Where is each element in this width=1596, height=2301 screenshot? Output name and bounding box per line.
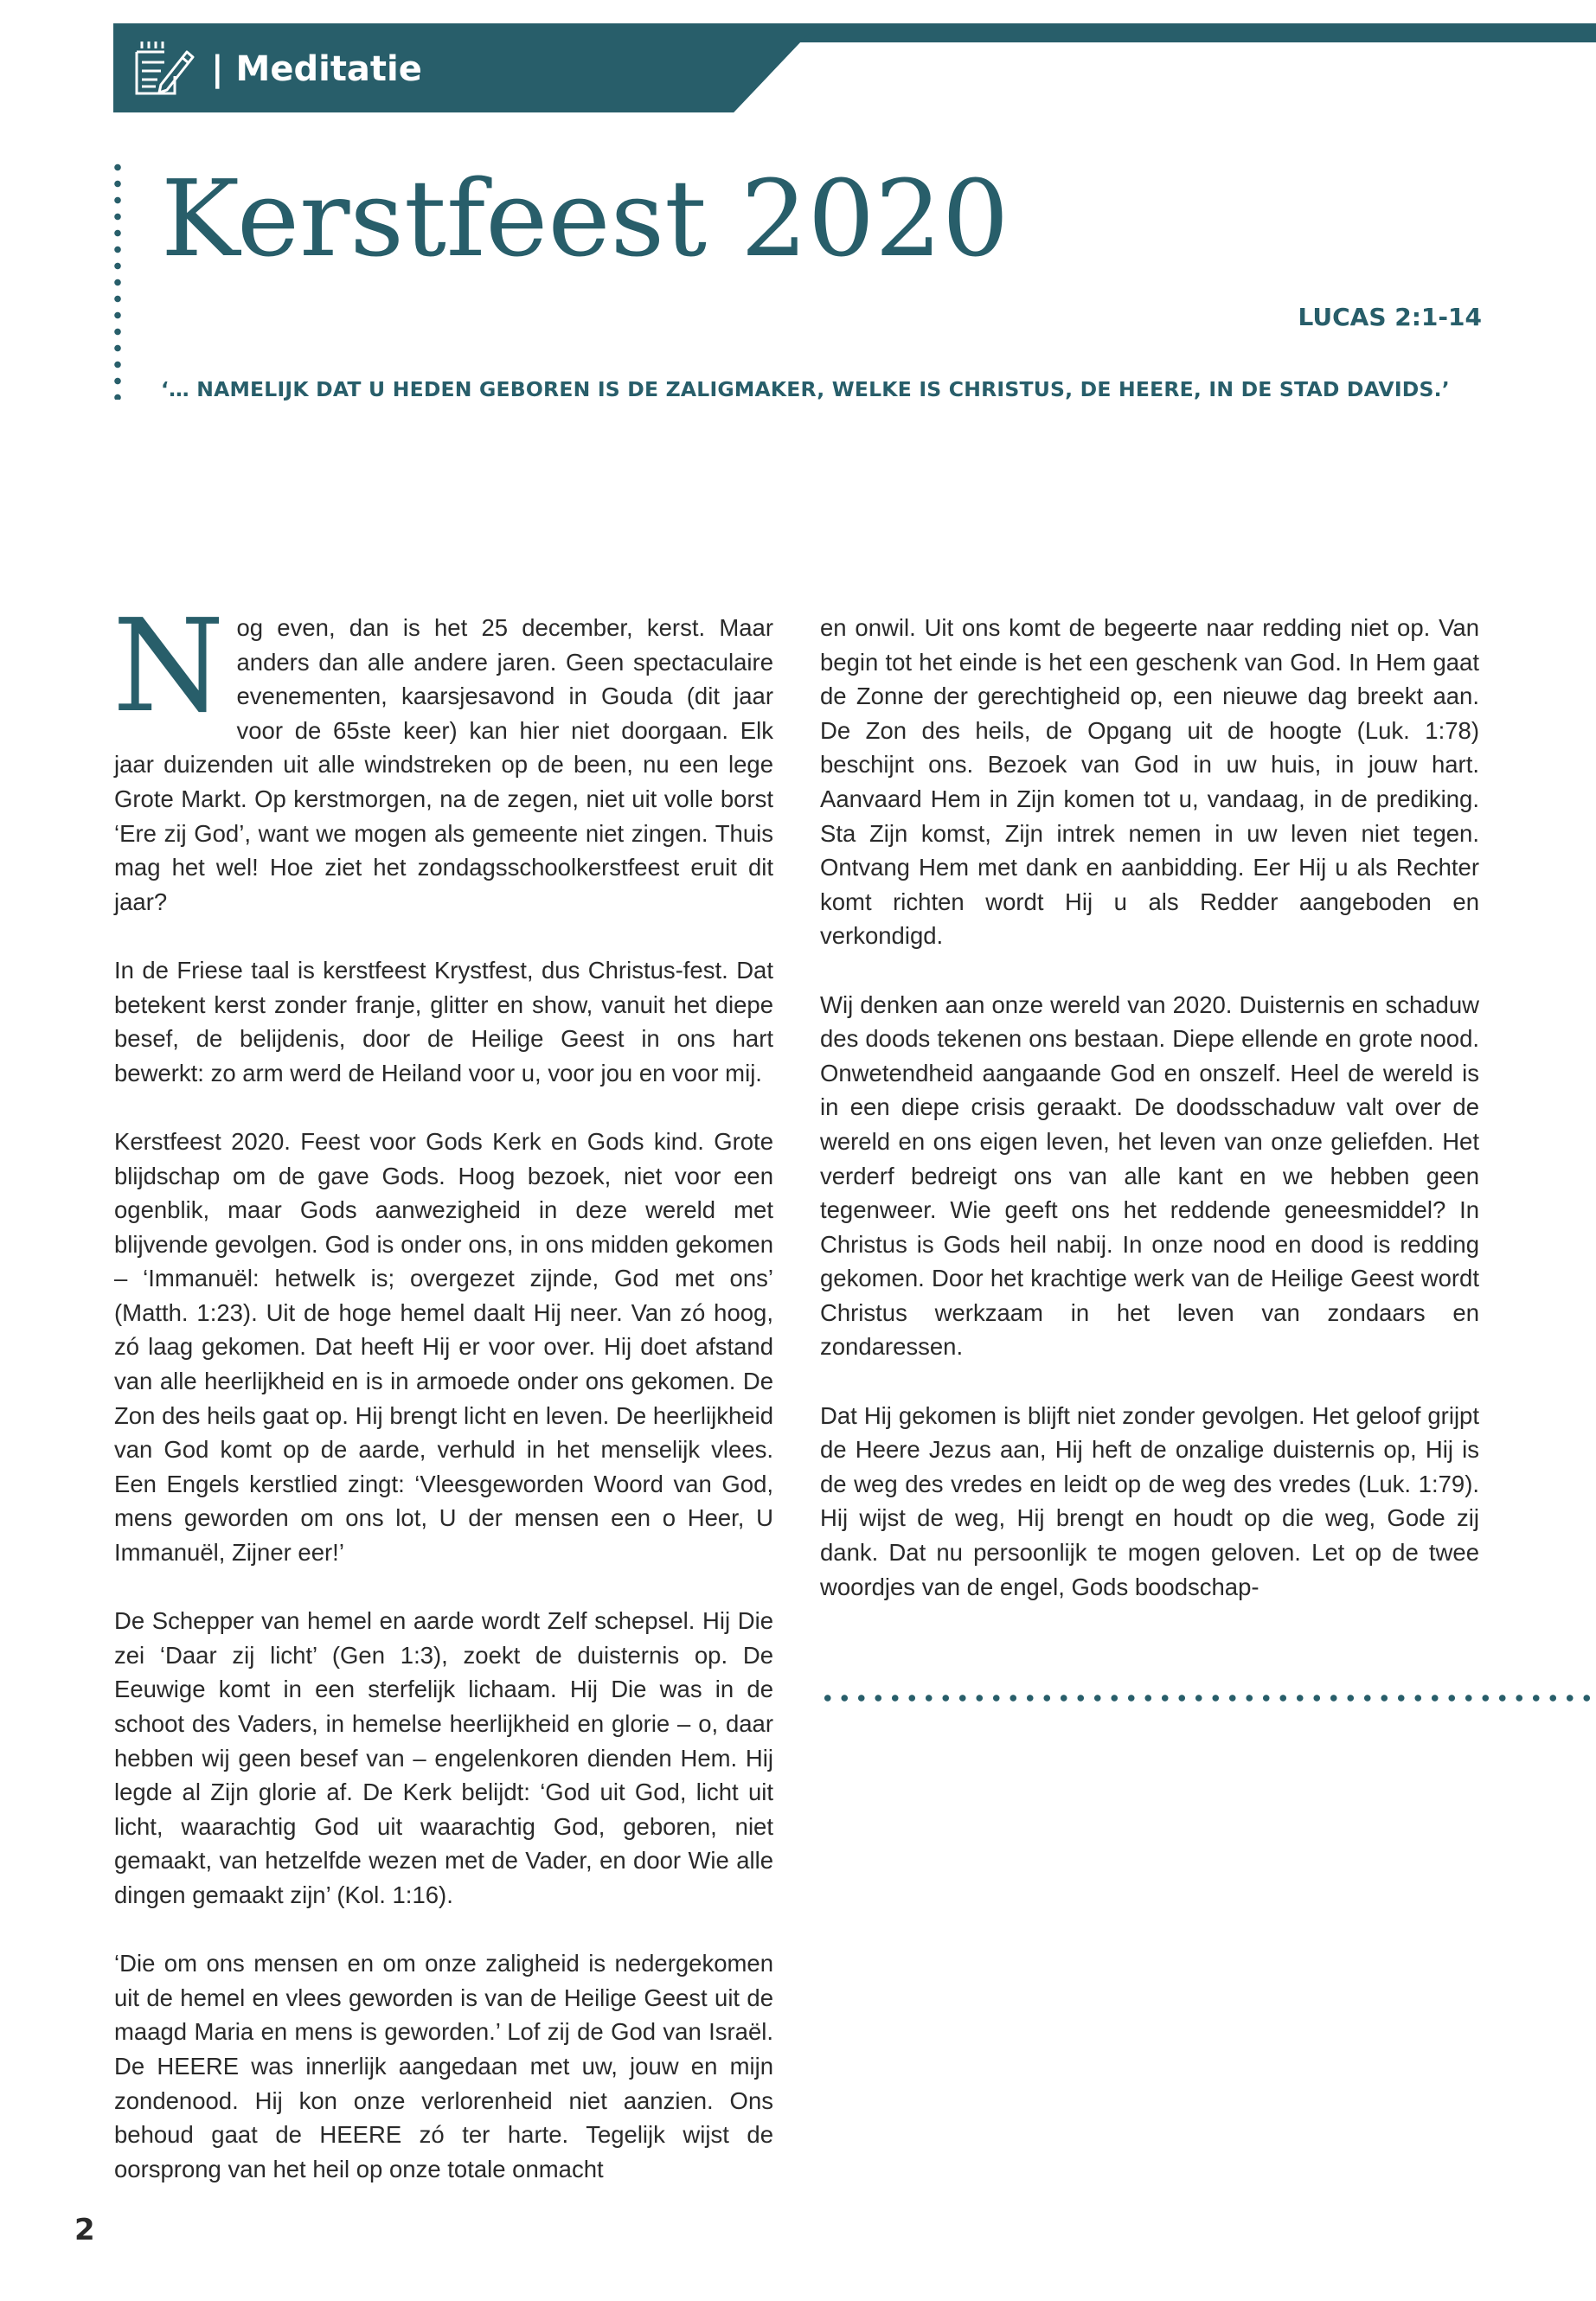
dotted-divider-horizontal [819, 1692, 1596, 1704]
body-paragraph: en onwil. Uit ons komt de begeerte naar redding niet op. Van begin tot het einde is het een geschenk van God. In Hem gaat de Zonne der gerechtigheid op, een nieuwe dag breekt aan. De Zon des heils, de Opgang uit de hoogte (Luk. 1:78) beschijnt ons. Bezoek van God in uw huis, in jouw hart. Aanvaard Hem in Zijn komen tot u, vandaag, in de prediking. Sta Zijn komst, Zijn intrek nemen in uw leven niet tegen. Ontvang Hem met dank en aanbidding. Eer Hij u als Rechter komt richten wordt Hij u als Redder aangeboden en verkondigd. [820, 614, 1479, 950]
article-column-left [112, 592, 773, 2221]
body-paragraph: ‘Die om ons mensen en om onze zaligheid is nedergekomen uit de hemel en vlees geworden is van de Heilige Geest uit de maagd Maria en mens is geworden.’ Lof zij de God van Israël. De HEERE was innerlijk aangedaan met uw, jouw en mijn zondenood. Hij kon onze verlorenheid niet aanzien. Ons behoud gaat de HEERE zó ter harte. Tegelijk wijst de oorsprong van het heil op onze totale onmacht [114, 1950, 773, 2182]
body-paragraph: Dat Hij gekomen is blijft niet zonder gevolgen. Het geloof grijpt de Heere Jezus aan, Hij heft de onzalige duisternis op, Hij is de weg des vredes en leidt op de weg des vredes (Luk. 1:79). Hij wijst de weg, Hij brengt en houdt op die weg, Gode zij dank. Dat nu persoonlijk te mogen geloven. Let op de twee woordjes van de engel, Gods boodschap- [820, 1401, 1479, 1600]
body-paragraph [112, 592, 773, 919]
drop-cap: N [112, 592, 225, 740]
body-paragraph: Kerstfeest 2020. Feest voor Gods Kerk en Gods kind. Grote blijdschap om de gave Gods. Hoog bezoek, niet voor een ogenblik, maar Gods aanwezigheid in deze wereld met blijvende gevolgen. God is onder ons, in ons midden gekomen – ‘Immanuël: hetwelk is; overgezet zijnde, God met ons’ (Matth. 1:23). Uit de hoge hemel daalt Hij neer. Van zó hoog, zó laag gekomen. Dat heeft Hij er voor over. Hij doet afstand van alle heerlijkheid en is in armoede onder ons gekomen. De Zon des heils gaat op. Hij brengt licht en leven. De heerlijkheid van God komt op de aarde, verhuld in het menselijk vlees. Een Engels kerstlied zingt: ‘Vleesgeworden Woord van God, mens geworden om ons lot, U der mensen een o Heer, U Immanuël, Zijner eer!’ [114, 1127, 773, 1567]
page-number: 2 [74, 2213, 95, 2247]
body-paragraph: In de Friese taal is kerstfeest Krystfest, dus Christus-fest. Dat betekent kerst zonder franje, glitter en show, vanuit het diepe besef, de belijdenis, door de Heilige Geest in ons hart bewerkt: zo arm werd de Heiland voor u, voor jou en voor mij. [114, 956, 773, 1086]
writing-hand-icon [130, 36, 195, 99]
body-paragraph: De Schepper van hemel en aarde wordt Zelf schepsel. Hij Die zei ‘Daar zij licht’ (Gen 1:3), zoekt de duisternis op. De Eeuwige komt in een sterfelijk lichaam. Hij Die was in de schoot des Vaders, in hemelse heerlijkheid en glorie – o, daar hebben wij geen besef van – engelenkoren dienden Hem. Hij legde al Zijn glorie af. De Kerk belijdt: ‘God uit God, licht uit licht, waarachtig God uit waarachtig God, geboren, niet gemaakt, van hetzelfde wezen met de Vader, en door Wie alle dingen gemaakt zijn’ (Kol. 1:16). [114, 1607, 773, 1908]
dotted-divider-vertical [112, 159, 123, 400]
scripture-quote: ‘… NAMELIJK DAT U HEDEN GEBOREN IS DE ZALIGMAKER, WELKE IS CHRISTUS, DE HEERE, IN DE STAD DAVIDS.’ [161, 377, 1450, 401]
article-title: Kerstfeest 2020 [161, 157, 1010, 280]
section-label: | Meditatie [211, 49, 422, 89]
paragraph-text: og even, dan is het 25 december, kerst. Maar anders dan alle andere jaren. Geen spectaculaire evenementen, kaarsjesavond in Gouda (dit jaar voor de 65ste keer) kan hier niet doorgaan. Elk jaar duizenden uit alle windstreken op de been, nu een lege Grote Markt. Op kerstmorgen, na de zegen, niet uit volle borst ‘Ere zij God’, want we mogen als gemeente niet zingen. Thuis mag het wel! Hoe ziet het zondagsschoolkerstfeest eruit dit jaar? [114, 614, 773, 915]
article-column-right [820, 611, 1479, 1638]
body-paragraph: Wij denken aan onze wereld van 2020. Duisternis en schaduw des doods tekenen ons bestaan. Diepe ellende en grote nood. Onwetendheid aangaande God en onszelf. Heel de wereld is in een diepe crisis geraakt. De doodsschaduw valt over de wereld en ons eigen leven, het leven van onze geliefden. Het verderf bedreigt ons van alle kant en we hebben geen tegenweer. Wie geeft ons het reddende geneesmiddel? In Christus is Gods heil nabij. In onze nood en dood is redding gekomen. Door het krachtige werk van de Heilige Geest wordt Christus werkzaam in het leven van zondaars en zondaressen. [820, 990, 1479, 1361]
scripture-reference: LUCAS 2:1-14 [1298, 303, 1482, 331]
